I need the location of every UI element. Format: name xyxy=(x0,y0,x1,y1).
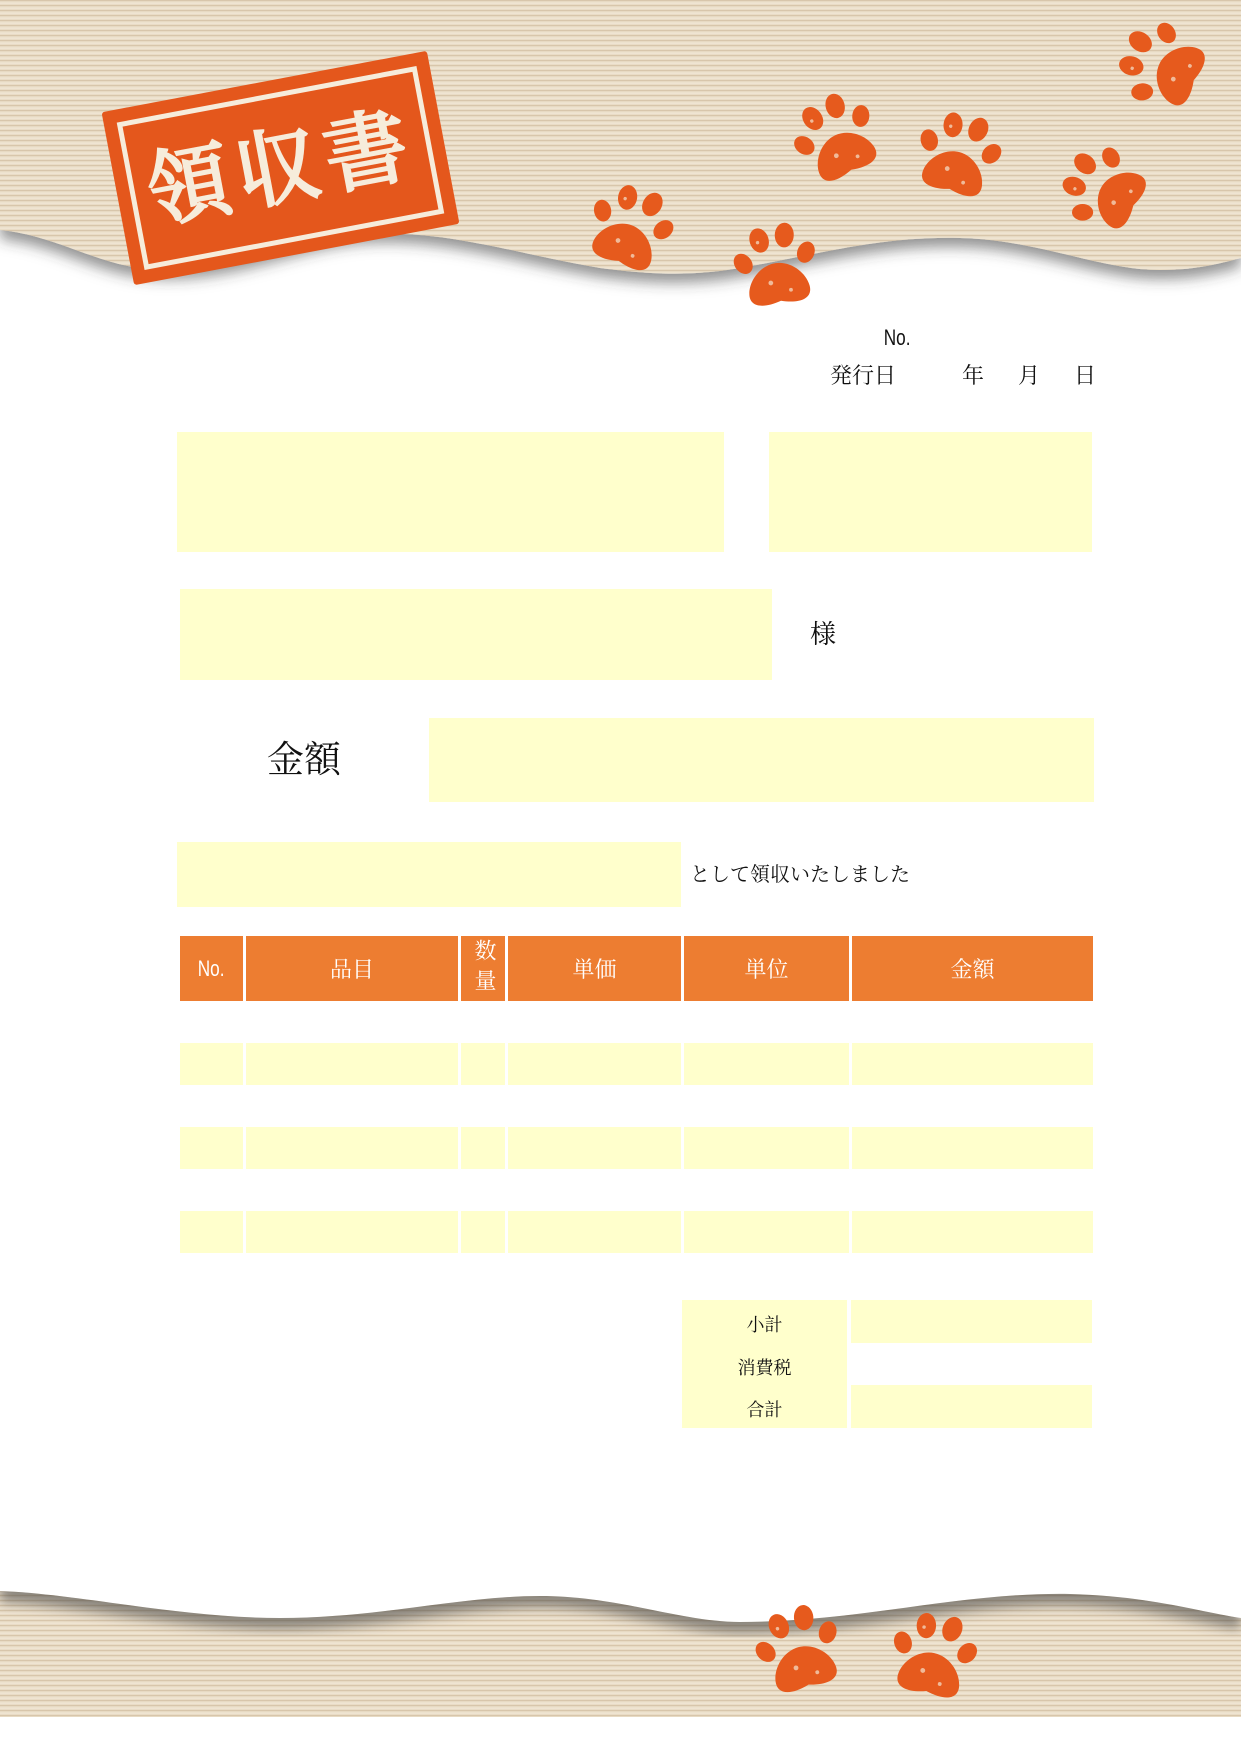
cell-quantity[interactable] xyxy=(461,1169,505,1211)
cell-unit-price[interactable] xyxy=(508,1211,681,1253)
column-header-quantity xyxy=(461,936,505,1001)
cell-no[interactable] xyxy=(180,1127,243,1169)
cell-quantity[interactable] xyxy=(461,1211,505,1253)
table-row xyxy=(180,1211,1093,1253)
cell-unit[interactable] xyxy=(684,1085,849,1127)
recipient-name-field[interactable] xyxy=(180,589,772,680)
cell-quantity[interactable] xyxy=(461,1085,505,1127)
column-header-no xyxy=(180,936,243,1001)
cell-amount[interactable] xyxy=(852,1211,1093,1253)
cell-quantity[interactable] xyxy=(461,1001,505,1043)
column-header-unit-price: 単価 xyxy=(508,936,681,1001)
total-label: 合計 xyxy=(682,1385,847,1428)
amount-field[interactable] xyxy=(429,718,1094,802)
info-field-left[interactable] xyxy=(177,432,724,552)
cell-no[interactable] xyxy=(180,1043,243,1085)
cell-amount[interactable] xyxy=(852,1127,1093,1169)
amount-label: 金額 xyxy=(267,738,341,781)
table-row xyxy=(180,1043,1093,1085)
cell-no[interactable] xyxy=(180,1001,243,1043)
receipt-no-label xyxy=(880,327,914,350)
cell-item[interactable] xyxy=(246,1211,458,1253)
cell-amount[interactable] xyxy=(852,1169,1093,1211)
column-header-quantity-text: 数量 xyxy=(471,938,496,999)
items-table xyxy=(180,936,1093,1253)
cell-quantity[interactable] xyxy=(461,1043,505,1085)
cell-unit[interactable] xyxy=(684,1169,849,1211)
tax-label: 消費税 xyxy=(682,1343,847,1385)
table-row xyxy=(180,1001,1093,1043)
column-header-amount: 金額 xyxy=(852,936,1093,1001)
totals-block xyxy=(682,1300,1092,1428)
subtotal-value-field[interactable] xyxy=(851,1300,1092,1343)
table-row xyxy=(180,1127,1093,1169)
received-note: として領収いたしました xyxy=(690,862,910,886)
issue-day-label: 日 xyxy=(1074,364,1097,389)
column-header-unit: 単位 xyxy=(684,936,849,1001)
column-header-item: 品目 xyxy=(246,936,458,1001)
cell-no[interactable] xyxy=(180,1211,243,1253)
subtotal-label: 小計 xyxy=(682,1300,847,1343)
cell-amount[interactable] xyxy=(852,1043,1093,1085)
cell-amount[interactable] xyxy=(852,1001,1093,1043)
cell-amount[interactable] xyxy=(852,1085,1093,1127)
tax-value-field[interactable] xyxy=(851,1343,1092,1385)
cell-item[interactable] xyxy=(246,1043,458,1085)
cell-unit[interactable] xyxy=(684,1001,849,1043)
cell-unit[interactable] xyxy=(684,1211,849,1253)
column-header-no-text: No. xyxy=(198,955,225,981)
receipt-no-label-text: No. xyxy=(883,325,911,350)
cell-unit-price[interactable] xyxy=(508,1127,681,1169)
cell-unit[interactable] xyxy=(684,1043,849,1085)
cell-no[interactable] xyxy=(180,1169,243,1211)
issue-year-label: 年 xyxy=(962,364,985,389)
document-title: 領収書 xyxy=(138,94,423,242)
issue-date-label: 発行日 xyxy=(830,364,897,389)
cell-unit-price[interactable] xyxy=(508,1169,681,1211)
cell-quantity[interactable] xyxy=(461,1127,505,1169)
description-field[interactable] xyxy=(177,842,681,907)
cell-no[interactable] xyxy=(180,1085,243,1127)
cell-unit-price[interactable] xyxy=(508,1001,681,1043)
issue-month-label: 月 xyxy=(1018,364,1041,389)
cell-item[interactable] xyxy=(246,1085,458,1127)
cell-item[interactable] xyxy=(246,1127,458,1169)
cell-item[interactable] xyxy=(246,1169,458,1211)
cell-unit[interactable] xyxy=(684,1127,849,1169)
table-row xyxy=(180,1085,1093,1127)
info-field-right[interactable] xyxy=(769,432,1092,552)
cell-unit-price[interactable] xyxy=(508,1043,681,1085)
table-header-row xyxy=(180,936,1093,1001)
table-row xyxy=(180,1169,1093,1211)
total-value-field[interactable] xyxy=(851,1385,1092,1428)
recipient-honorific: 様 xyxy=(810,620,837,650)
cell-unit-price[interactable] xyxy=(508,1085,681,1127)
cell-item[interactable] xyxy=(246,1001,458,1043)
